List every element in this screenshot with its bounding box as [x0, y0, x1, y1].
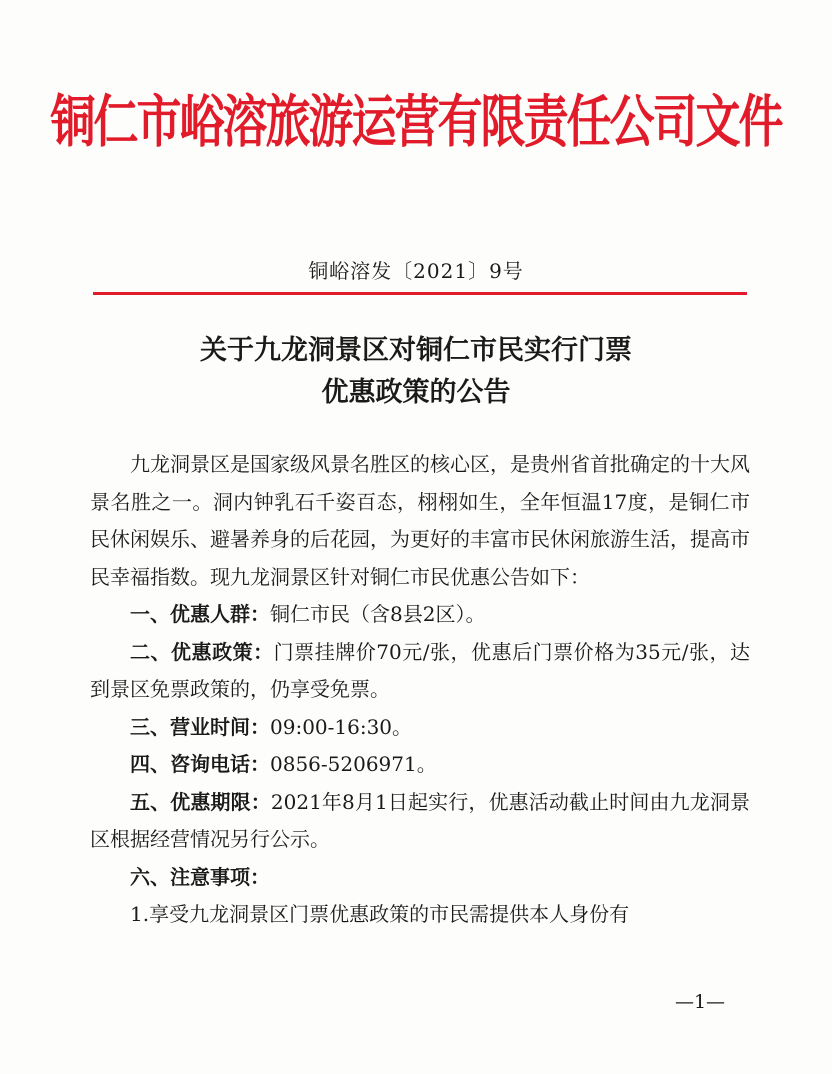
red-divider-line [93, 292, 747, 295]
intro-paragraph: 九龙洞景区是国家级风景名胜区的核心区，是贵州省首批确定的十大风景名胜之一。洞内钟乳石千姿百态，栩栩如生，全年恒温17度，是铜仁市民休闲娱乐、避暑养身的后花园，为更好的丰富市民休闲旅游生活，提高市民幸福指数。现九龙洞景区针对铜仁市民优惠公告如下： [90, 452, 750, 589]
item-label-3: 三、营业时间： [130, 714, 270, 739]
document-number: 铜峪溶发〔2021〕9号 [308, 259, 524, 283]
item-paragraph-6 [90, 859, 750, 897]
item-paragraph-1 [90, 596, 750, 634]
item-text-3: 09:00-16:30。 [270, 714, 413, 739]
item-text-1: 铜仁市民（含8县2区）。 [270, 602, 486, 626]
notice-title-line-2: 优惠政策的公告 [321, 377, 511, 408]
item-label-5: 五、优惠期限： [130, 789, 271, 814]
item-paragraph-2 [90, 634, 750, 709]
item-paragraph-5 [90, 784, 750, 859]
item-label-2: 二、优惠政策： [130, 639, 274, 664]
item-label-6: 六、注意事项： [130, 864, 270, 889]
notice-title-line-1: 关于九龙洞景区对铜仁市民实行门票 [200, 335, 632, 366]
note-paragraph-1: 1.享受九龙洞景区门票优惠政策的市民需提供本人身份有 [130, 902, 630, 926]
document-header-title: 铜仁市峪溶旅游运营有限责任公司文件 [50, 88, 782, 155]
item-text-2: 门票挂牌价70元/张，优惠后门票价格为35元/张，达到景区免票政策的，仍享受免票。 [90, 639, 751, 701]
item-text-5: 2021年8月1日起实行，优惠活动截止时间由九龙洞景区根据经营情况另行公示。 [90, 789, 750, 851]
item-paragraph-4 [90, 746, 750, 784]
notice-body [90, 446, 750, 934]
notice-title [0, 330, 832, 414]
page-number: —1— [674, 991, 726, 1013]
item-paragraph-3 [90, 709, 750, 747]
item-label-4: 四、咨询电话： [130, 752, 270, 776]
item-label-1: 一、优惠人群： [130, 602, 270, 626]
item-text-4: 0856-5206971。 [270, 752, 437, 776]
